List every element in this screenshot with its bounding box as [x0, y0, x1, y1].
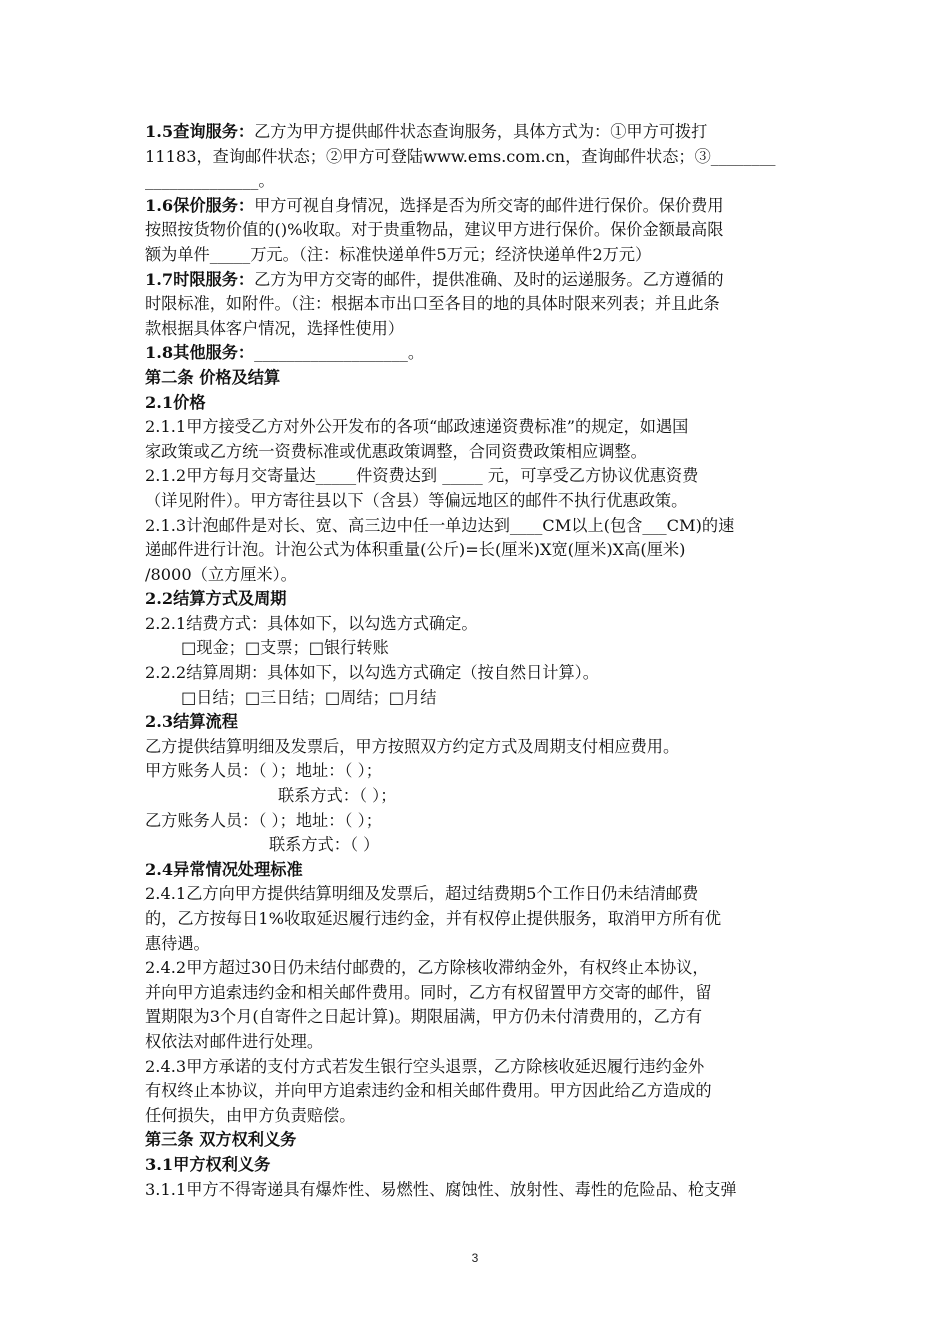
document-line	[145, 538, 810, 563]
heading-text: 第二条 价格及结算	[145, 367, 281, 387]
heading-text: 2.2结算方式及周期	[145, 589, 287, 609]
body-text: 乙方为甲方交寄的邮件，提供准确、及时的运递服务。乙方遵循的	[254, 269, 724, 289]
body-text: 权依法对邮件进行处理。	[145, 1031, 324, 1051]
body-text: 并向甲方追索违约金和相关邮件费用。同时，乙方有权留置甲方交寄的邮件，留	[145, 982, 712, 1002]
body-text: 2.2.2结算周期：具体如下，以勾选方式确定（按自然日计算）。	[145, 663, 599, 683]
body-text: 联系方式：（ ）；	[278, 786, 397, 806]
body-text: 惠待遇。	[145, 933, 210, 953]
heading-text: 2.1价格	[145, 392, 206, 412]
body-text: （详见附件）。甲方寄往县以下（含县）等偏远地区的邮件不执行优惠政策。	[145, 490, 688, 510]
document-line	[145, 686, 810, 711]
document-line	[145, 292, 810, 317]
body-text: 递邮件进行计泡。计泡公式为体积重量(公斤)=长(厘米)X宽(厘米)X高(厘米)	[145, 540, 686, 560]
document-line	[145, 907, 810, 932]
body-text: 甲方可视自身情况，选择是否为所交寄的邮件进行保价。保价费用	[254, 195, 724, 215]
document-line	[145, 341, 810, 366]
document-line	[145, 735, 810, 760]
document-line	[145, 440, 810, 465]
body-text: 的，乙方按每日1%收取延迟履行违约金，并有权停止提供服务，取消甲方所有优	[145, 909, 722, 928]
body-text: 3.1.1甲方不得寄递具有爆炸性、易燃性、腐蚀性、放射性、毒性的危险品、枪支弹	[145, 1179, 737, 1199]
heading-text: 2.4异常情况处理标准	[145, 859, 303, 879]
document-line	[145, 317, 810, 342]
document-line	[145, 391, 810, 416]
document-line	[145, 415, 810, 440]
body-text: ___________________。	[254, 343, 425, 363]
body-text: 甲方账务人员：（ ）；地址：（ ）；	[145, 761, 382, 781]
document-line	[145, 120, 810, 145]
document-line	[145, 882, 810, 907]
document-line	[145, 1178, 810, 1203]
page-number: 3	[471, 1251, 479, 1265]
body-text: 联系方式：（ ）	[269, 835, 380, 855]
body-text: 2.4.2甲方超过30日仍未结付邮费的，乙方除核收滞纳金外，有权终止本协议，	[145, 958, 709, 978]
body-text: 额为单件_____万元。（注：标准快递单件5万元；经济快递单件2万元）	[145, 244, 652, 264]
body-text: 2.1.2甲方每月交寄量达_____件资费达到 _____ 元，可享受乙方协议优惠资费	[145, 466, 699, 486]
document-line	[145, 268, 810, 293]
body-text: □日结；□三日结；□周结；□月结	[181, 687, 437, 707]
document-line	[145, 169, 810, 194]
document-line	[145, 464, 810, 489]
body-text: 11183，查询邮件状态；②甲方可登陆www.ems.com.cn，查询邮件状态；③________	[145, 146, 776, 166]
document-line	[145, 932, 810, 957]
document-body	[145, 120, 810, 1202]
body-text: 2.4.1乙方向甲方提供结算明细及发票后，超过结费期5个工作日仍未结清邮费	[145, 884, 699, 904]
document-line	[145, 1128, 810, 1153]
document-line	[145, 956, 810, 981]
body-text: /8000（立方厘米）。	[145, 564, 297, 584]
document-line	[145, 145, 810, 170]
body-text: 2.4.3甲方承诺的支付方式若发生银行空头退票，乙方除核收延迟履行违约金外	[145, 1056, 705, 1076]
document-line	[145, 514, 810, 539]
document-line	[145, 809, 810, 834]
document-line	[145, 563, 810, 588]
heading-text: 2.3结算流程	[145, 712, 238, 732]
body-text: 2.2.1结费方式：具体如下，以勾选方式确定。	[145, 613, 478, 633]
document-line	[145, 858, 810, 883]
document-line	[145, 489, 810, 514]
document-line	[145, 1055, 810, 1080]
body-text: 有权终止本协议，并向甲方追索违约金和相关邮件费用。甲方因此给乙方造成的	[145, 1081, 712, 1101]
heading-text: 1.5查询服务：	[145, 122, 255, 141]
body-text: 2.1.1甲方接受乙方对外公开发布的各项“邮政速递资费标准”的规定，如遇国	[145, 417, 689, 437]
body-text: 2.1.3计泡邮件是对长、宽、高三边中任一单边达到____CM以上(包含___CM)的速	[145, 515, 735, 535]
document-line	[145, 1104, 810, 1129]
document-line	[145, 661, 810, 686]
document-line	[145, 1079, 810, 1104]
body-text: □现金；□支票；□银行转账	[181, 638, 389, 658]
document-line	[145, 833, 810, 858]
document-line	[145, 243, 810, 268]
document-line	[145, 759, 810, 784]
document-line	[145, 784, 810, 809]
document-line	[145, 366, 810, 391]
body-text: 置期限为3个月(自寄件之日起计算)。期限届满，甲方仍未付清费用的，乙方有	[145, 1007, 703, 1027]
document-line	[145, 981, 810, 1006]
document-line	[145, 612, 810, 637]
heading-text: 1.7时限服务：	[145, 269, 255, 289]
document-line	[145, 1030, 810, 1055]
body-text: 时限标准，如附件。（注：根据本市出口至各目的地的具体时限来列表；并且此条	[145, 294, 720, 314]
document-line	[145, 1153, 810, 1178]
document-line	[145, 636, 810, 661]
body-text: 按照按货物价值的()%收取。对于贵重物品，建议甲方进行保价。保价金额最高限	[145, 220, 724, 240]
body-text: 乙方提供结算明细及发票后，甲方按照双方约定方式及周期支付相应费用。	[145, 736, 680, 756]
body-text: 乙方为甲方提供邮件状态查询服务，具体方式为：①甲方可拨打	[254, 122, 708, 141]
document-line	[145, 1005, 810, 1030]
body-text: 乙方账务人员：（ ）；地址：（ ）；	[145, 810, 382, 830]
heading-text: 第三条 双方权利义务	[145, 1130, 297, 1150]
heading-text: 1.6保价服务：	[145, 195, 255, 215]
heading-text: 3.1甲方权利义务	[145, 1154, 271, 1174]
body-text: 家政策或乙方统一资费标准或优惠政策调整，合同资费政策相应调整。	[145, 441, 647, 461]
document-line	[145, 218, 810, 243]
heading-text: 1.8其他服务：	[145, 343, 255, 363]
document-line	[145, 587, 810, 612]
document-line	[145, 194, 810, 219]
body-text: 款根据具体客户情况，选择性使用）	[145, 318, 404, 338]
document-line	[145, 710, 810, 735]
body-text: ______________。	[145, 171, 275, 191]
body-text: 任何损失，由甲方负责赔偿。	[145, 1105, 356, 1125]
